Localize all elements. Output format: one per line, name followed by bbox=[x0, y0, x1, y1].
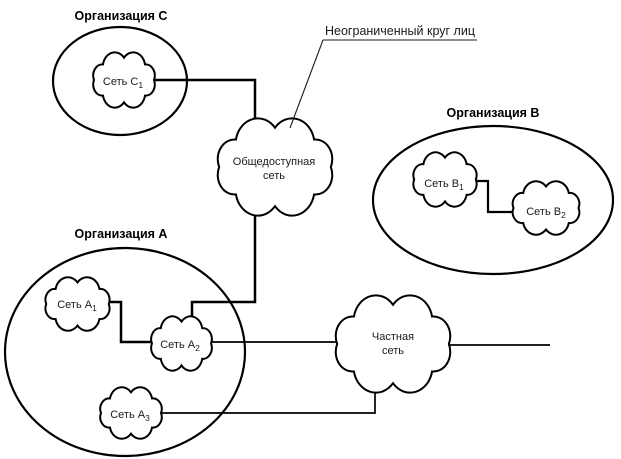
public-network-label-line1: Общедоступная bbox=[232, 156, 316, 168]
private-network-label-line2: сеть bbox=[381, 345, 405, 357]
net-c1-label: Сеть $C_1$ bbox=[102, 76, 144, 90]
link-public-to-net-a2 bbox=[192, 205, 255, 325]
org-b-title: Организация B bbox=[446, 106, 540, 120]
link-net-a3-to-private bbox=[155, 383, 375, 413]
annotation-label: Неограниченный круг лиц bbox=[325, 24, 475, 38]
net-b2-label: Сеть $B_2$ bbox=[526, 206, 566, 220]
org-c-title: Организация C bbox=[74, 9, 168, 23]
link-net-c1-to-public bbox=[150, 80, 255, 130]
org-a-title: Организация A bbox=[74, 227, 168, 241]
net-a3-label: Сеть $A_3$ bbox=[110, 409, 150, 423]
link-net-a1-to-net-a2 bbox=[105, 302, 158, 342]
net-a2-label: Сеть $A_2$ bbox=[160, 339, 200, 353]
net-a1-label: Сеть $A_1$ bbox=[57, 299, 97, 313]
private-network-label-line1: Частная bbox=[371, 331, 415, 343]
net-b1-label: Сеть $B_1$ bbox=[424, 178, 464, 192]
private-network-cloud bbox=[336, 295, 451, 392]
annotation-pointer-line bbox=[290, 40, 323, 128]
public-network-label-line2: сеть bbox=[262, 170, 286, 182]
